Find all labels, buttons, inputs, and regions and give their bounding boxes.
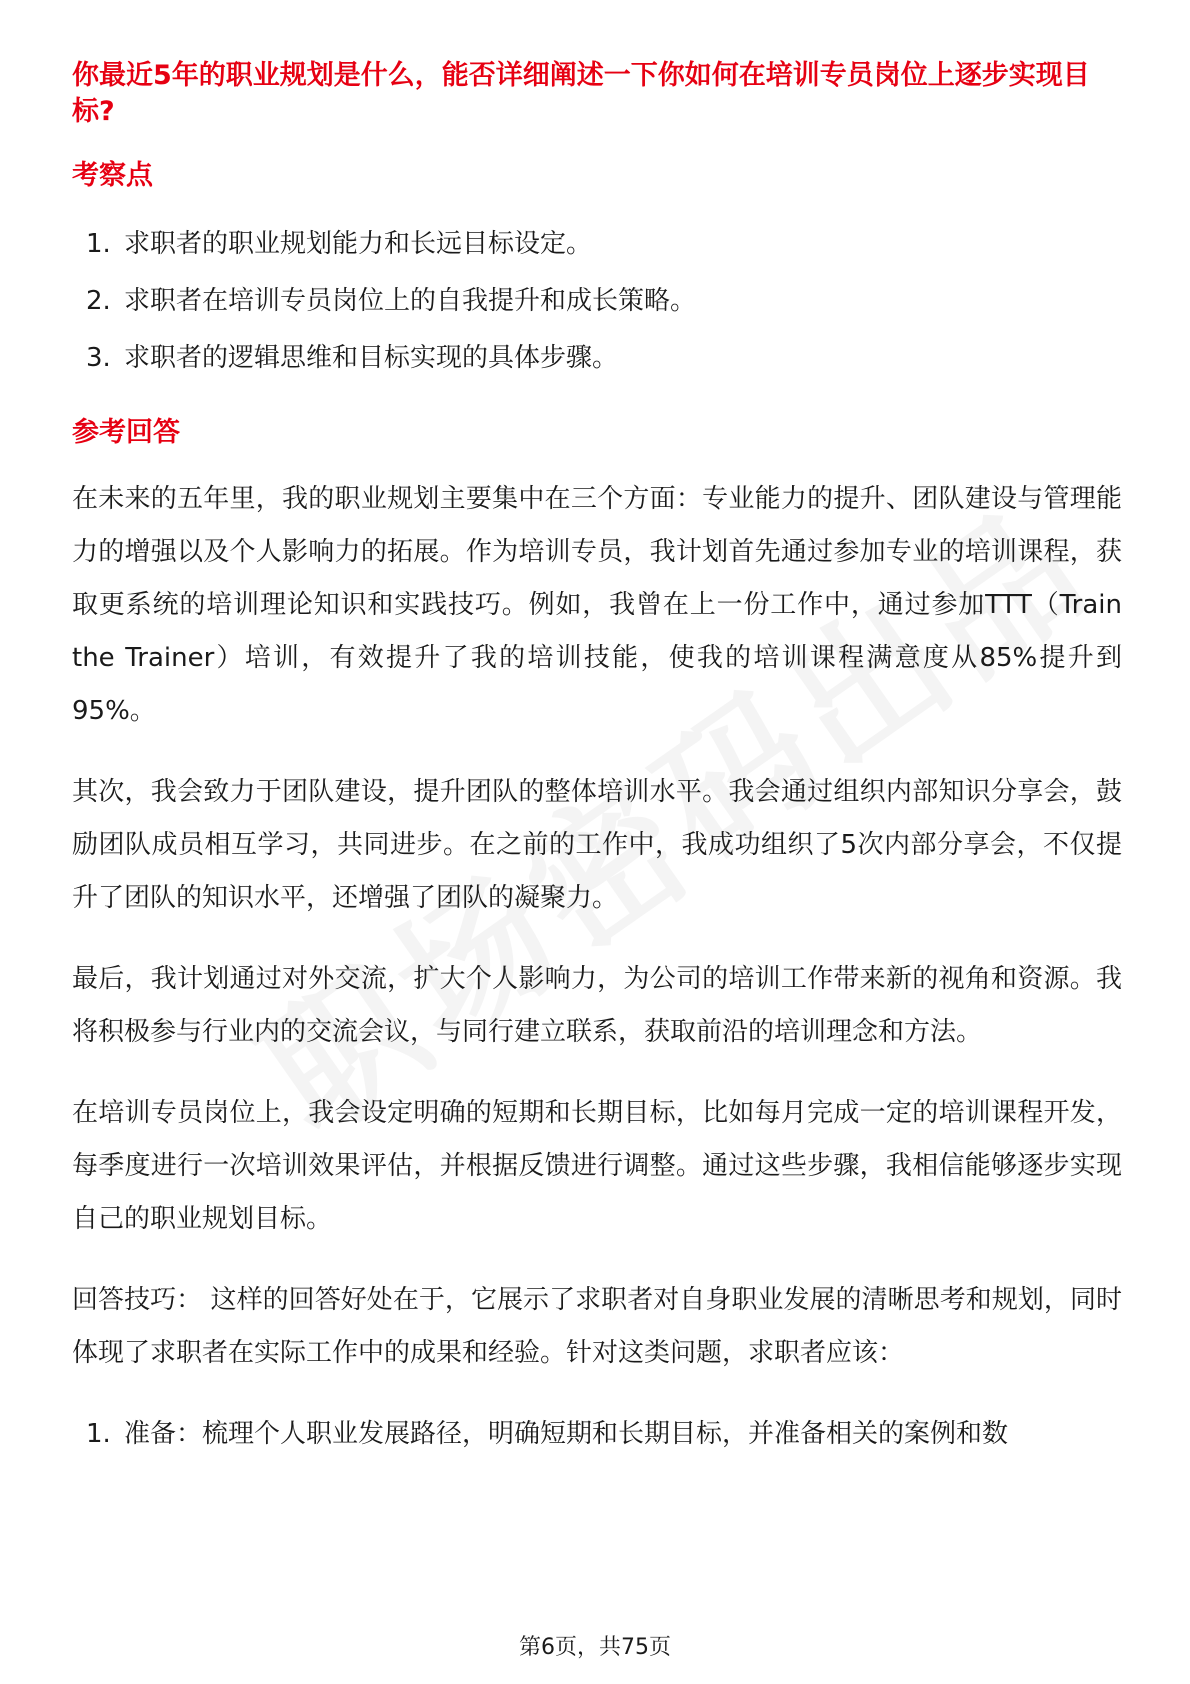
- list-item: [72, 273, 1122, 330]
- answer-paragraph: 在培训专员岗位上，我会设定明确的短期和长期目标，比如每月完成一定的培训课程开发，每季度进行一次培训效果评估，并根据反馈进行调整。通过这些步骤，我相信能够逐步实现自己的职业规划目标。: [72, 1098, 1122, 1234]
- list-item: [72, 1408, 1122, 1461]
- answer-paragraph: 在未来的五年里，我的职业规划主要集中在三个方面：专业能力的提升、团队建设与管理能力的增强以及个人影响力的拓展。作为培训专员，我计划首先通过参加专业的培训课程，获取更系统的培训理论知识和实践技巧。例如，我曾在上一份工作中，通过参加TTT（Train the Trainer）培训，有效提升了我的培训技能，使我的培训课程满意度从85%提升到95%。: [72, 484, 1122, 726]
- answer-paragraph: 最后，我计划通过对外交流，扩大个人影响力，为公司的培训工作带来新的视角和资源。我将积极参与行业内的交流会议，与同行建立联系，获取前沿的培训理念和方法。: [72, 964, 1122, 1047]
- list-number: 2.: [86, 286, 111, 316]
- tips-list: [72, 1408, 1122, 1461]
- list-item: [72, 330, 1122, 387]
- points-list: [72, 216, 1122, 387]
- answer-title: 参考回答: [72, 417, 180, 448]
- tips-paragraph: 回答技巧： 这样的回答好处在于，它展示了求职者对自身职业发展的清晰思考和规划，同时体现了求职者在实际工作中的成果和经验。针对这类问题，求职者应该：: [72, 1285, 1122, 1368]
- list-item-text: 求职者在培训专员岗位上的自我提升和成长策略。: [124, 286, 697, 316]
- answer-paragraph: 其次，我会致力于团队建设，提升团队的整体培训水平。我会通过组织内部知识分享会，鼓励团队成员相互学习，共同进步。在之前的工作中，我成功组织了5次内部分享会，不仅提升了团队的知识水平，还增强了团队的凝聚力。: [72, 777, 1122, 913]
- list-number: 1.: [86, 229, 111, 259]
- page-number: 第6页，共75页: [519, 1635, 671, 1660]
- list-number: 3.: [86, 343, 111, 373]
- points-title: 考察点: [72, 160, 153, 191]
- question-heading: 你最近5年的职业规划是什么，能否详细阐述一下你如何在培训专员岗位上逐步实现目标?: [72, 60, 1090, 127]
- list-item: [72, 216, 1122, 273]
- list-number: 1.: [86, 1419, 111, 1449]
- list-item-text: 求职者的职业规划能力和长远目标设定。: [124, 229, 593, 259]
- list-item-text: 准备：梳理个人职业发展路径，明确短期和长期目标，并准备相关的案例和数: [124, 1419, 1009, 1449]
- list-item-text: 求职者的逻辑思维和目标实现的具体步骤。: [124, 343, 619, 373]
- document-page: [72, 58, 1122, 1461]
